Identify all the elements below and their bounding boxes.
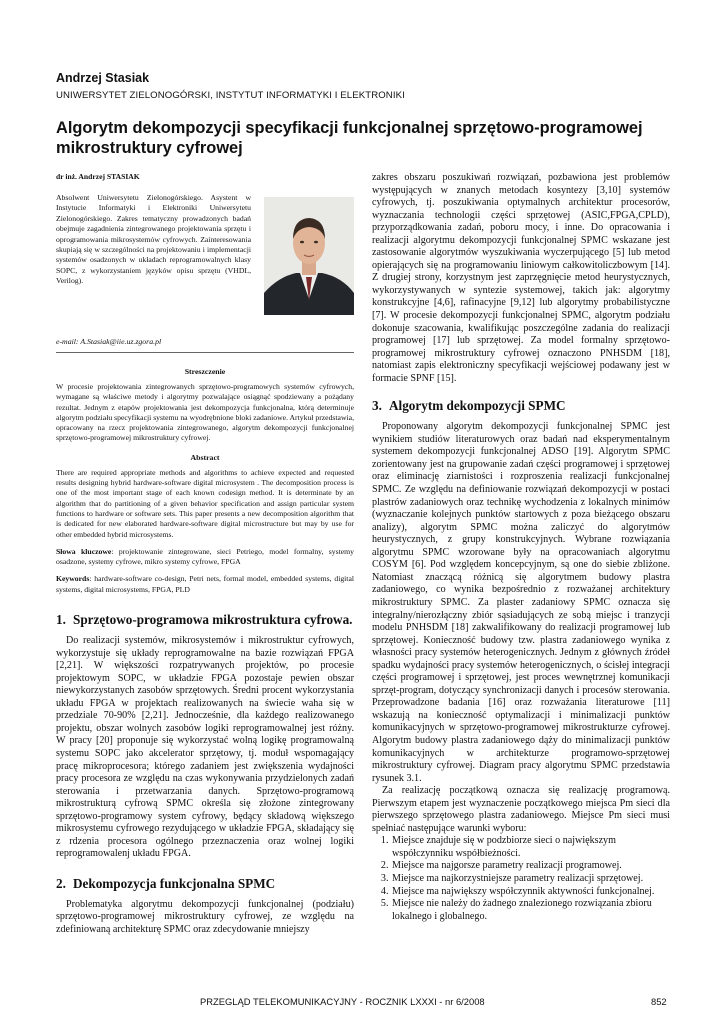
streszczenie-text: W procesie projektowania zintegrowanych sprzętowo-programowych systemów cyfrowych, wymagane są właściwe metody i algorytmy pozwalające osiągnąć spodziewany a pożądany rezultat. Jednym z etapów projektowania jest dekompozycja funkcjonalna, którą determinuje algorytm podziału specyfikacji systemu na wyodrębnione bloki zadaniowe. Artykuł przedstawia, opracowany na rzecz projektowania zintegrowanego, algorytm dekompozycji funkcjonalnej sprzętowo-programowej mikrostruktury cyfrowej.: [56, 382, 354, 443]
section-1-number: 1.: [56, 612, 66, 628]
section-3-title: Algorytm dekompozycji SPMC: [389, 398, 566, 414]
condition-item: 1. Miejsce znajduje się w podzbiorze sieci o największym współczynniku współbieżności.: [391, 835, 670, 860]
section-2-title: Dekompozycja funkcjonalna SPMC: [73, 875, 276, 891]
condition-item: 4. Miejsce ma największy współczynnik aktywności funkcjonalnej.: [391, 886, 670, 899]
bio-text: Absolwent Uniwersytetu Zielonogórskiego. Asystent w Instytucie Informatyki i Elektroniki Uniwersytetu Zielonogórskiego. Zakres tematyczny prowadzonych badań obejmuje zagadnienia zintegrowanego projektowania sprzętu i oprogramowania mikrosystemów cyfrowych. Zainteresowania skupiają się w szczególności na projektowaniu i implementacji systemów osadzonych w układach reprogramowalnych klasy SOPC, z wykorzystaniem języków opisu sprzętu (VHDL, Verilog).: [56, 193, 251, 286]
condition-list: [372, 835, 670, 923]
streszczenie-heading: Streszczenie: [184, 367, 226, 376]
keywords-en: [56, 574, 354, 595]
footer-journal: PRZEGLĄD TELEKOMUNIKACYJNY - ROCZNIK LXXXI - nr 6/2008: [200, 996, 485, 1007]
abstract-text: There are required appropriate methods and algorithms to achieve expected and requested results designing hybrid hardware-software digital microsystem . The decomposition process is one of the most important stage of each known codesign method. It is determinate by an algorithm that do partitioning of a given behavior specification and assign particular system functions to hardware or software sets. This paper presents a new decomposition algorithm that is dedicated for new elaborated hardware-software digital microstructure but may by use for other embedded hybrid microsystems.: [56, 467, 354, 539]
keywords-en-text: : hardware-software co-design, Petri nets, formal model, embedded systems, digital systems, digital microsystems, FPGA, PLD: [56, 574, 354, 594]
bio-block: [56, 193, 354, 337]
abstract-heading: Abstract: [190, 452, 220, 462]
section-3-paragraph-2: Za realizację początkową oznacza się realizację programową. Pierwszym etapem jest wyznaczenie początkowego miejsca Pm sieci dla pierwszego sprzętowego plastra zadaniowego. Miejsce Pm sieci musi spełniać następujące warunki wyboru:: [372, 785, 670, 834]
bio-email: e-mail: A.Stasiak@iie.uz.zgora.pl: [56, 337, 162, 346]
section-2-heading: [56, 875, 354, 892]
keywords-pl-label: Słowa kluczowe: [56, 546, 112, 556]
right-column: [372, 172, 670, 923]
section-1-title: Sprzętowo-programowa mikrostruktura cyfrowa.: [73, 612, 353, 628]
section-1-heading: [56, 611, 354, 628]
author-portrait-image: [264, 197, 354, 315]
keywords-pl: [56, 547, 354, 568]
keywords-pl-text: : projektowanie zintegrowane, sieci Petriego, model formalny, systemy osadzone, systemy cyfrowe, mikro systemy cyfrowe, FPGA: [56, 546, 354, 567]
footer-page-number: 852: [651, 996, 667, 1007]
section-1-paragraph: Do realizacji systemów, mikrosystemów i mikrostruktur cyfrowych, wykorzystuje się układy reprogramowalne na bazie rozwiązań FPGA [2,21]. W większości rozpatrywanych projektów, po procesie projektowym SOPC, w układzie FPGA pozostaje pewien obszar niewykorzystanych zasobów sprzętowych. Średni procent wykorzystania układu FPGA w projektach realizowanych na świecie waha się w przedziale 70-90% [2,21]. Jednocześnie, dla każdego realizowanego projektu, obszar wolnych zasobów logiki reprogramowalnej jest różny. W pracy [20] proponuje się wykorzystać wolną logikę programowalną systemu SOPC jako akcelerator sprzętowy, tj. moduł wspomagający pracę mikroprocesora; którego zadaniem jest zwiększenia wydajności pracy procesora ze względu na czas wykonywania przydzielonych zadań sterowania i przetwarzania danych. Sprzętowo-programową mikrostrukturą cyfrową SPMC określa się złożone zintegrowany sprzętowo-programowy system cyfrowy, będący składową większego mikrosystemu cyfrowego rezydującego w układzie FPGA, składający się z rdzenia procesora ogólnego przeznaczenia oraz wolnej logiki reprogramowalenj układu FPGA.: [56, 635, 354, 860]
keywords-en-label: Keywords: [56, 574, 90, 584]
divider: [56, 352, 354, 353]
author-name: Andrzej Stasiak: [56, 71, 150, 85]
author-affiliation: UNIWERSYTET ZIELONOGÓRSKI, INSTYTUT INFORMATYKI I ELEKTRONIKI: [56, 90, 405, 101]
section-2-paragraph-1: Problematyka algorytmu dekompozycji funkcjonalnej (podziału) sprzętowo-programowej mikrostruktury cyfrowej, ze względu na zdefiniowaną architekturę SPMC oraz zdecydowanie mniejszy: [56, 898, 354, 935]
bio-name: dr inż. Andrzej STASIAK: [56, 172, 140, 181]
paper-title: Algorytm dekompozycji specyfikacji funkcjonalnej sprzętowo-programowej mikrostruktury cyfrowej: [56, 119, 643, 157]
left-column: [56, 172, 354, 937]
condition-item: 5. Miejsce nie należy do żadnego znalezionego rozwiązania zbioru lokalnego i globalnego.: [391, 898, 670, 923]
condition-item: 2. Miejsce ma najgorsze parametry realizacji programowej.: [391, 860, 670, 873]
section-2-number: 2.: [56, 875, 66, 891]
section-3-heading: [372, 397, 670, 414]
section-2-paragraph-2: zakres obszaru poszukiwań rozwiązań, pozbawiona jest problemów występujących w znanych metodach kosyntezy [3,10] systemów cyfrowych, tj. poszukiwania optymalnych architektur procesorów, wyznaczania technologii części sprzętowej (ASIC,FPGA,CPLD), przyporządkowania zadań, poboru mocy, i inne. Do opracowania i realizacji algorytmu dekompozycji funkcjonalnej SPMC wskazane jest zastosowanie algorytmów wyszukiwania wyczerpującego [5] lub metod opierających się na programowaniu liniowym całkowitoliczbowym [14]. Z drugiej strony, korzystnym jest zaprzęgnięcie metod heurystycznych, wykorzystywanych w syntezie systemowej, takich jak: algorytmy konstrukcyjne [4,6], rafinacyjne [9,12] lub algorytmy probabilistyczne [7]. W procesie dekompozycji funkcjonalnej SPMC, algorytm podziału dokonuje szacowania, kwalifikując poszczególne zadania do realizacji programowej [17] lub sprzętowej. Za model formalny sprzętowo-programowej mikrostruktury cyfrowej oznaczono PNHSDM [18], natomiast zapis elektroniczny specyfikacji wejściowej podawany jest w formacie SPNF [15].: [372, 172, 670, 384]
section-3-paragraph-1: Proponowany algorytm dekompozycji funkcjonalnej SPMC jest wynikiem studiów literaturowych oraz badań nad eksperymentalnym systemem dekompozycji funkcjonalnej ADSO [19]. Algorytm SPMC zorientowany jest na grupowanie zadań części programowej i sprzętowej oraz eliminację ziarnistości i rozproszenia realizacji funkcjonalnej SPMC. Ze względu na definiowanie rozwiązań dekompozycji w postaci plastrów zadaniowych oraz technikę wychodzenia z lokalnych minimów (wyznaczanie kolejnych punktów startowych z poza bieżącego obszaru analizy), algorytm SPMC można zaliczyć do algorytmów heurystycznych, z grupy konstrukcyjnych. Wybrane rozwiązania algorytmu SPMC wzorowane były na opracowaniach algorytmu COSYM [6]. Pod względem koncepcyjnym, są one do siebie zbliżone. Natomiast znaczącą różnicą się algorytmem budowy plastra zadaniowego, co wynika bezpośrednio z rozważanej architektury mikrostruktury SPMC. Za plaster zadaniowy SPMC oznacza się integralny/nierozłączny zbiór sąsiadujących ze sobą miejsc i tranzycji modelu PNHSDM [18] zakwalifikowany do realizacji programowej lub sprzętowej. Konieczność budowy tzw. plastra zadaniowego wynika z własności pracy systemów heterogenicznych. Jednym z głównych źródeł spadku wydajności pracy systemów heterogenicznych, o ścisłej integracji części programowej i sprzętowej, jest proces wewnętrznej komunikacji sprzęt-program, dotyczący synchronizacji danych i procesów sterowania. Przeprowadzone badania [16] oraz rozważania literaturowe [11] wskazują na konieczność optymalizacji i minimalizacji punktów komunikacyjnych w sprzętowo-programowej mikrostrukturze cyfrowej. Algorytm budowy plastra zadaniowego dąży do minimalizacji punktów komunikacyjnych w architekturze programowo-sprzętowej mikrostruktury cyfrowej. Diagram pracy algorytmu SPMC przedstawia rysunek 3.1.: [372, 421, 670, 784]
section-3-number: 3.: [372, 398, 382, 414]
condition-item: 3. Miejsce ma najkorzystniejsze parametry realizacji sprzętowej.: [391, 873, 670, 886]
